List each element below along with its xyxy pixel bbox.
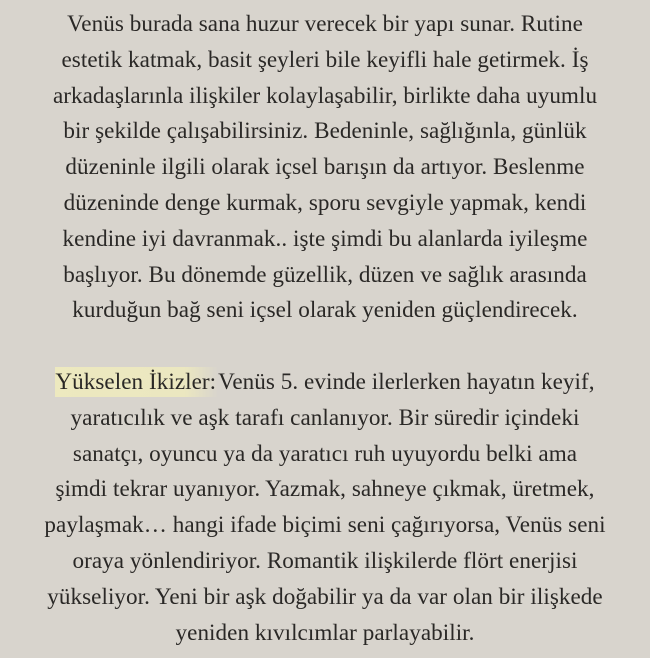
text-line: şimdi tekrar uyanıyor. Yazmak, sahneye çıkmak, üretmek, [55,476,595,503]
text-line: bir şekilde çalışabilirsiniz. Bedeninle, sağlığınla, günlük [63,118,587,145]
text-line: düzeninle ilgili olarak içsel barışın da artıyor. Beslenme [65,154,585,181]
text-line: kendine iyi davranmak.. işte şimdi bu alanlarda iyileşme [62,225,588,252]
text-line: sanatçı, oyuncu ya da yaratıcı ruh uyuyordu belki ama [72,440,578,467]
text-line: estetik katmak, basit şeyleri bile keyifli hale getirmek. İş [61,46,589,73]
text-line-first-rest: Venüs 5. evinde ilerlerken hayatın keyif, [218,369,595,395]
text-line: başlıyor. Bu dönemde güzellik, düzen ve sağlık arasında [63,261,587,288]
text-line: Venüs burada sana huzur verecek bir yapı sunar. Rutine [67,11,583,37]
text-line: kurduğun bağ seni içsel olarak yeniden güçlendirecek. [72,297,578,324]
text-line: düzeninde denge kurmak, sporu sevgiyle yapmak, kendi [63,189,587,216]
text-line: yaratıcılık ve aşk tarafı canlanıyor. Bir süredir içindeki [70,404,580,431]
paragraph-gemini-rising [0,365,650,651]
text-line: yeniden kıvılcımlar parlayabilir. [175,619,475,646]
text-line: arkadaşlarınla ilişkiler kolaylaşabilir, birlikte daha uyumlu [52,82,598,109]
highlighted-sign-label: Yükselen İkizler: [55,369,217,395]
text-line: oraya yönlendiriyor. Romantik ilişkilerde flört enerjisi [72,547,578,574]
paragraph-venus-routine [0,7,650,329]
text-line-first [0,365,650,401]
text-line: paylaşmak… hangi ifade biçimi seni çağırıyorsa, Venüs seni [44,512,606,539]
text-line: yükseliyor. Yeni bir aşk doğabilir ya da var olan bir ilişkede [47,583,603,610]
